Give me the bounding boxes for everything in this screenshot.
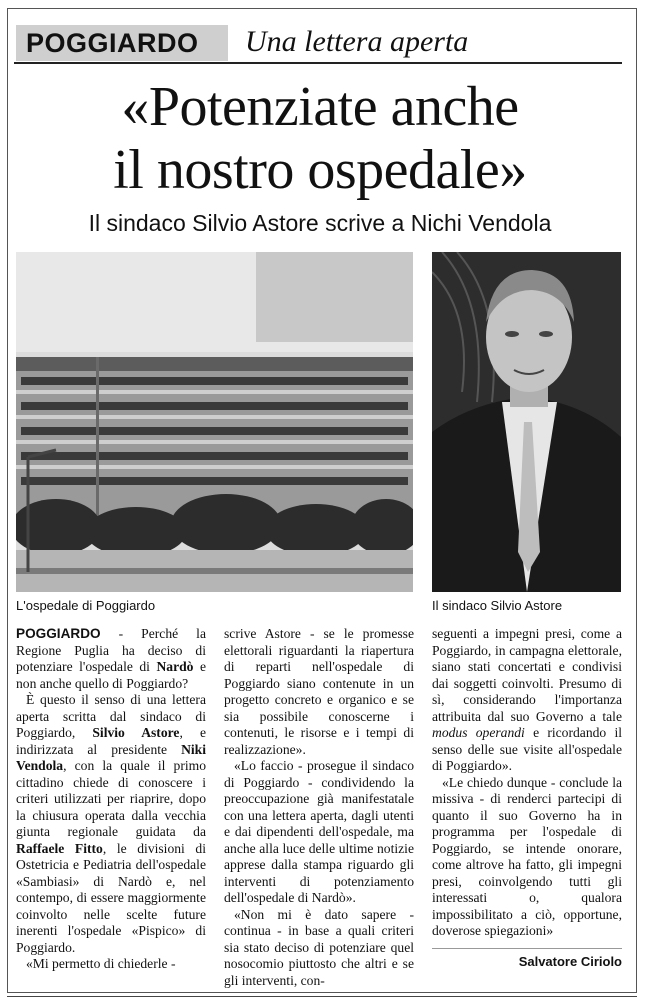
paragraph: scrive Astore - se le promesse elettorali riguardanti la riapertura di reparti nell'ospedale di Poggiardo siano contenute in un progetto concreto e organico e se sia possibile conoscerne i contenuti, le risorse e i tempi di realizzazione».	[224, 626, 414, 757]
headline-line-2: il nostro ospedale»	[113, 139, 527, 201]
header-rule	[14, 62, 622, 64]
paragraph: «Non mi è dato sapere - continua - in base a quali criteri sia stato deciso di potenziare quel nosocomio piuttosto che altri e se gli interventi, con-	[224, 906, 414, 988]
dateline: POGGIARDO	[16, 626, 101, 641]
article-column-1	[16, 626, 206, 973]
paragraph: È questo il senso di una lettera aperta scritta dal sindaco di Poggiardo, Silvio Astore, e indirizzata al presidente Niki Vendola, con la quale il primo cittadino chiede di conoscere i criteri utilizzati per riaprire, dopo la chiusura operata dalla vecchia giunta regionale guidata da Raffaele Fitto, le divisioni di Ostetricia e Pediatria dell'ospedale «Sambiasi» di Nardò e, nel contempo, di essere maggiormente coinvolto nelle scelte future inerenti l'ospedale «Pispico» di Poggiardo.	[16, 692, 207, 955]
paragraph: seguenti a impegni presi, come a Poggiardo, in campagna elettorale, siano stati concertati e condivisi dai soggetti coinvolti. Presumo di sì, considerando l'importanza attribuita dal suo Governo a tale modus operandi e ricordando il senso delle sue visite all'ospedale di Poggiardo».	[432, 626, 623, 773]
paragraph: POGGIARDO - Perché la Regione Puglia ha deciso di potenziare l'ospedale di Nardò e non anche quello di Poggiardo?	[16, 626, 206, 691]
mayor-photo	[432, 252, 621, 592]
mayor-caption: Il sindaco Silvio Astore	[432, 598, 563, 613]
hospital-caption: L'ospedale di Poggiardo	[16, 598, 156, 613]
author-byline: Salvatore Ciriolo	[432, 948, 622, 969]
headline-line-1: «Potenziate anche	[121, 76, 519, 138]
kicker-subtitle: Una lettera aperta	[245, 25, 469, 58]
article-column-2	[224, 626, 414, 989]
subheadline: Il sindaco Silvio Astore scrive a Nichi Vendola	[88, 210, 552, 236]
paragraph: «Le chiedo dunque - conclude la missiva - di renderci partecipi di quanto il suo Governo ha in programma per l'ospedale di Poggiardo, se intende onorare, come altrove ha fatto, gli impegni presi, coinvolgendo tutti gli interessati o, qualora impossibilitato a ciò, opportune, doverose spiegazioni»	[432, 774, 622, 938]
paragraph: «Mi permetto di chiederle -	[26, 956, 176, 971]
hospital-illustration	[16, 252, 413, 592]
headline	[20, 76, 620, 202]
article-column-3	[432, 626, 622, 940]
footer-rule	[7, 996, 637, 997]
paragraph: «Lo faccio - prosegue il sindaco di Poggiardo - condividendo la preoccupazione già manifestatale con una lettera aperta, dagli utenti e dai dipendenti dell'ospedale, ma anche alla luce delle ultime notizie apprese dalla stampa riguardo gli interventi di potenziamento dell'ospedale di Nardò».	[224, 758, 414, 905]
mayor-portrait	[432, 252, 621, 592]
hospital-photo	[16, 252, 413, 592]
kicker-label: POGGIARDO	[16, 25, 228, 61]
